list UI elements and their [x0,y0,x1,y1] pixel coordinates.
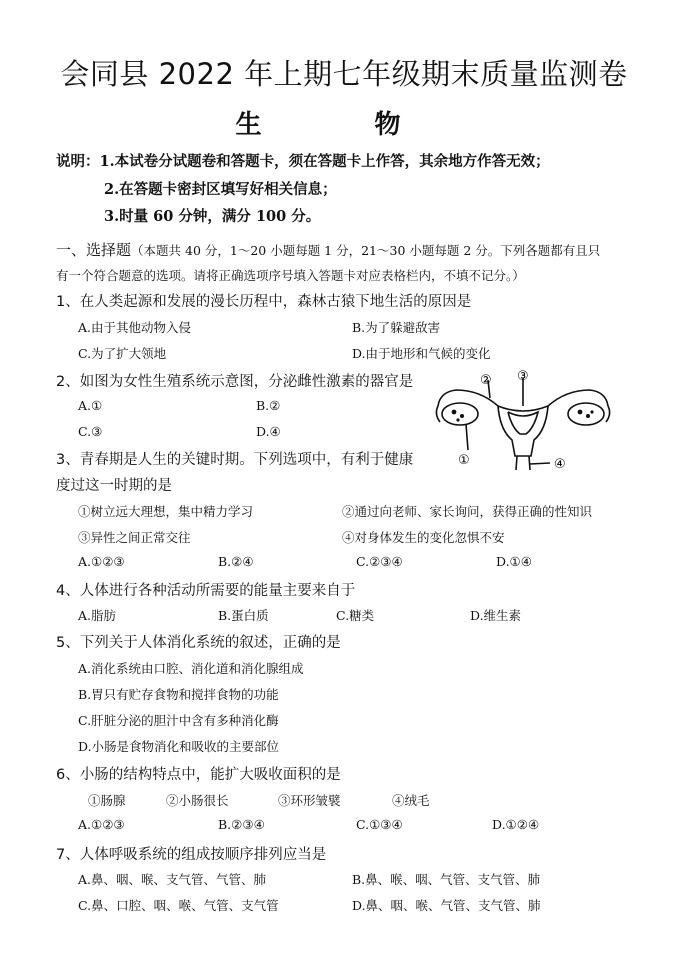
question-7-option-c: C.鼻、口腔、咽、喉、气管、支气管 [78,898,279,913]
question-3-option-d: D.①④ [496,554,532,569]
section1-heading: 一、选择题 [56,241,132,259]
question-6-statement-2: ②小肠很长 [166,793,229,808]
question-3-stem-line-1: 3、青春期是人生的关键时期。下列选项中，有利于健康 [56,452,414,468]
question-2-option-a: A.① [78,398,103,413]
question-6-option-b: B.②③④ [218,817,265,832]
figure-label-2: ② [480,373,492,388]
question-6-stem: 6、小肠的结构特点中，能扩大吸收面积的是 [56,767,341,783]
question-4-stem: 4、人体进行各种活动所需要的能量主要来自于 [56,583,356,599]
question-2-option-c: C.③ [78,424,103,439]
figure-label-3: ③ [517,369,529,384]
note-item-2: 2.在答题卡密封区填写好相关信息； [104,181,337,198]
question-2-option-d: D.④ [256,424,281,439]
question-6-statement-4: ④绒毛 [392,793,430,808]
question-4-option-a: A.脂肪 [78,608,117,623]
question-5-option-c: C.肝脏分泌的胆汁中含有多种消化酶 [78,713,279,728]
question-3-statement-1: ①树立远大理想，集中精力学习 [78,504,254,519]
note-item-3: 3.时量 60 分钟，满分 100 分。 [104,208,321,225]
section1-instruction-2: 有一个符合题意的选项。请将正确选项序号填入答题卡对应表格栏内，不填不记分。） [56,268,525,283]
question-4-option-b: B.蛋白质 [218,608,269,623]
figure-label-1: ① [458,453,470,468]
question-2-option-b: B.② [256,398,281,413]
question-5-option-b: B.胃只有贮存食物和搅拌食物的功能 [78,687,279,702]
subject-title: 生 物 [235,110,453,140]
figure-label-4: ④ [554,457,566,472]
notes-line-1 [56,150,550,171]
question-5-option-d: D.小肠是食物消化和吸收的主要部位 [78,739,280,754]
question-1-option-a: A.由于其他动物入侵 [78,320,192,335]
question-5-option-a: A.消化系统由口腔、消化道和消化腺组成 [78,661,304,676]
question-3-option-c: C.②③④ [356,554,403,569]
question-6-option-a: A.①②③ [78,817,125,832]
question-7-option-b: B.鼻、喉、咽、气管、支气管、肺 [352,872,541,887]
question-6-statement-3: ③环形皱襞 [278,793,341,808]
question-1-option-d: D.由于地形和气候的变化 [352,346,491,361]
section1-instruction-1: （本题共 40 分，1～20 小题每题 1 分，21～30 小题每题 2 分。下列各题都有且只 [131,243,601,258]
question-5-stem: 5、下列关于人体消化系统的叙述，正确的是 [56,635,341,651]
question-3-statement-4: ④对身体发生的变化忽惧不安 [342,530,505,545]
question-2-stem: 2、如图为女性生殖系统示意图，分泌雌性激素的器官是 [56,374,414,390]
question-3-statement-3: ③异性之间正常交往 [78,530,191,545]
question-4-option-c: C.糖类 [336,608,375,623]
question-3-statement-2: ②通过向老师、家长询问，获得正确的性知识 [342,504,593,519]
question-6-option-c: C.①③④ [356,817,403,832]
question-4-option-d: D.维生素 [470,608,522,623]
question-1-stem: 1、在人类起源和发展的漫长历程中，森林古猿下地生活的原因是 [56,294,472,310]
question-1-option-b: B.为了躲避敌害 [352,320,441,335]
question-3-stem-line-2: 度过这一时期的是 [56,478,172,494]
page-title: 会同县 2022 年上期七年级期末质量监测卷 [60,57,628,91]
question-3-option-b: B.②④ [218,554,254,569]
reproductive-system-figure [430,368,616,476]
question-1-option-c: C.为了扩大领地 [78,346,167,361]
question-6-option-d: D.①②④ [492,817,540,832]
section1-header [56,239,600,260]
note-item-1: 1.本试卷分试题卷和答题卡，须在答题卡上作答，其余地方作答无效； [99,153,550,170]
question-7-option-a: A.鼻、咽、喉、支气管、气管、肺 [78,872,267,887]
question-3-option-a: A.①②③ [78,554,125,569]
question-7-stem: 7、人体呼吸系统的组成按顺序排列应当是 [56,847,327,863]
notes-lead: 说明： [56,153,100,170]
question-7-option-d: D.鼻、咽、喉、气管、支气管、肺 [352,898,541,913]
question-6-statement-1: ①肠腺 [88,793,126,808]
